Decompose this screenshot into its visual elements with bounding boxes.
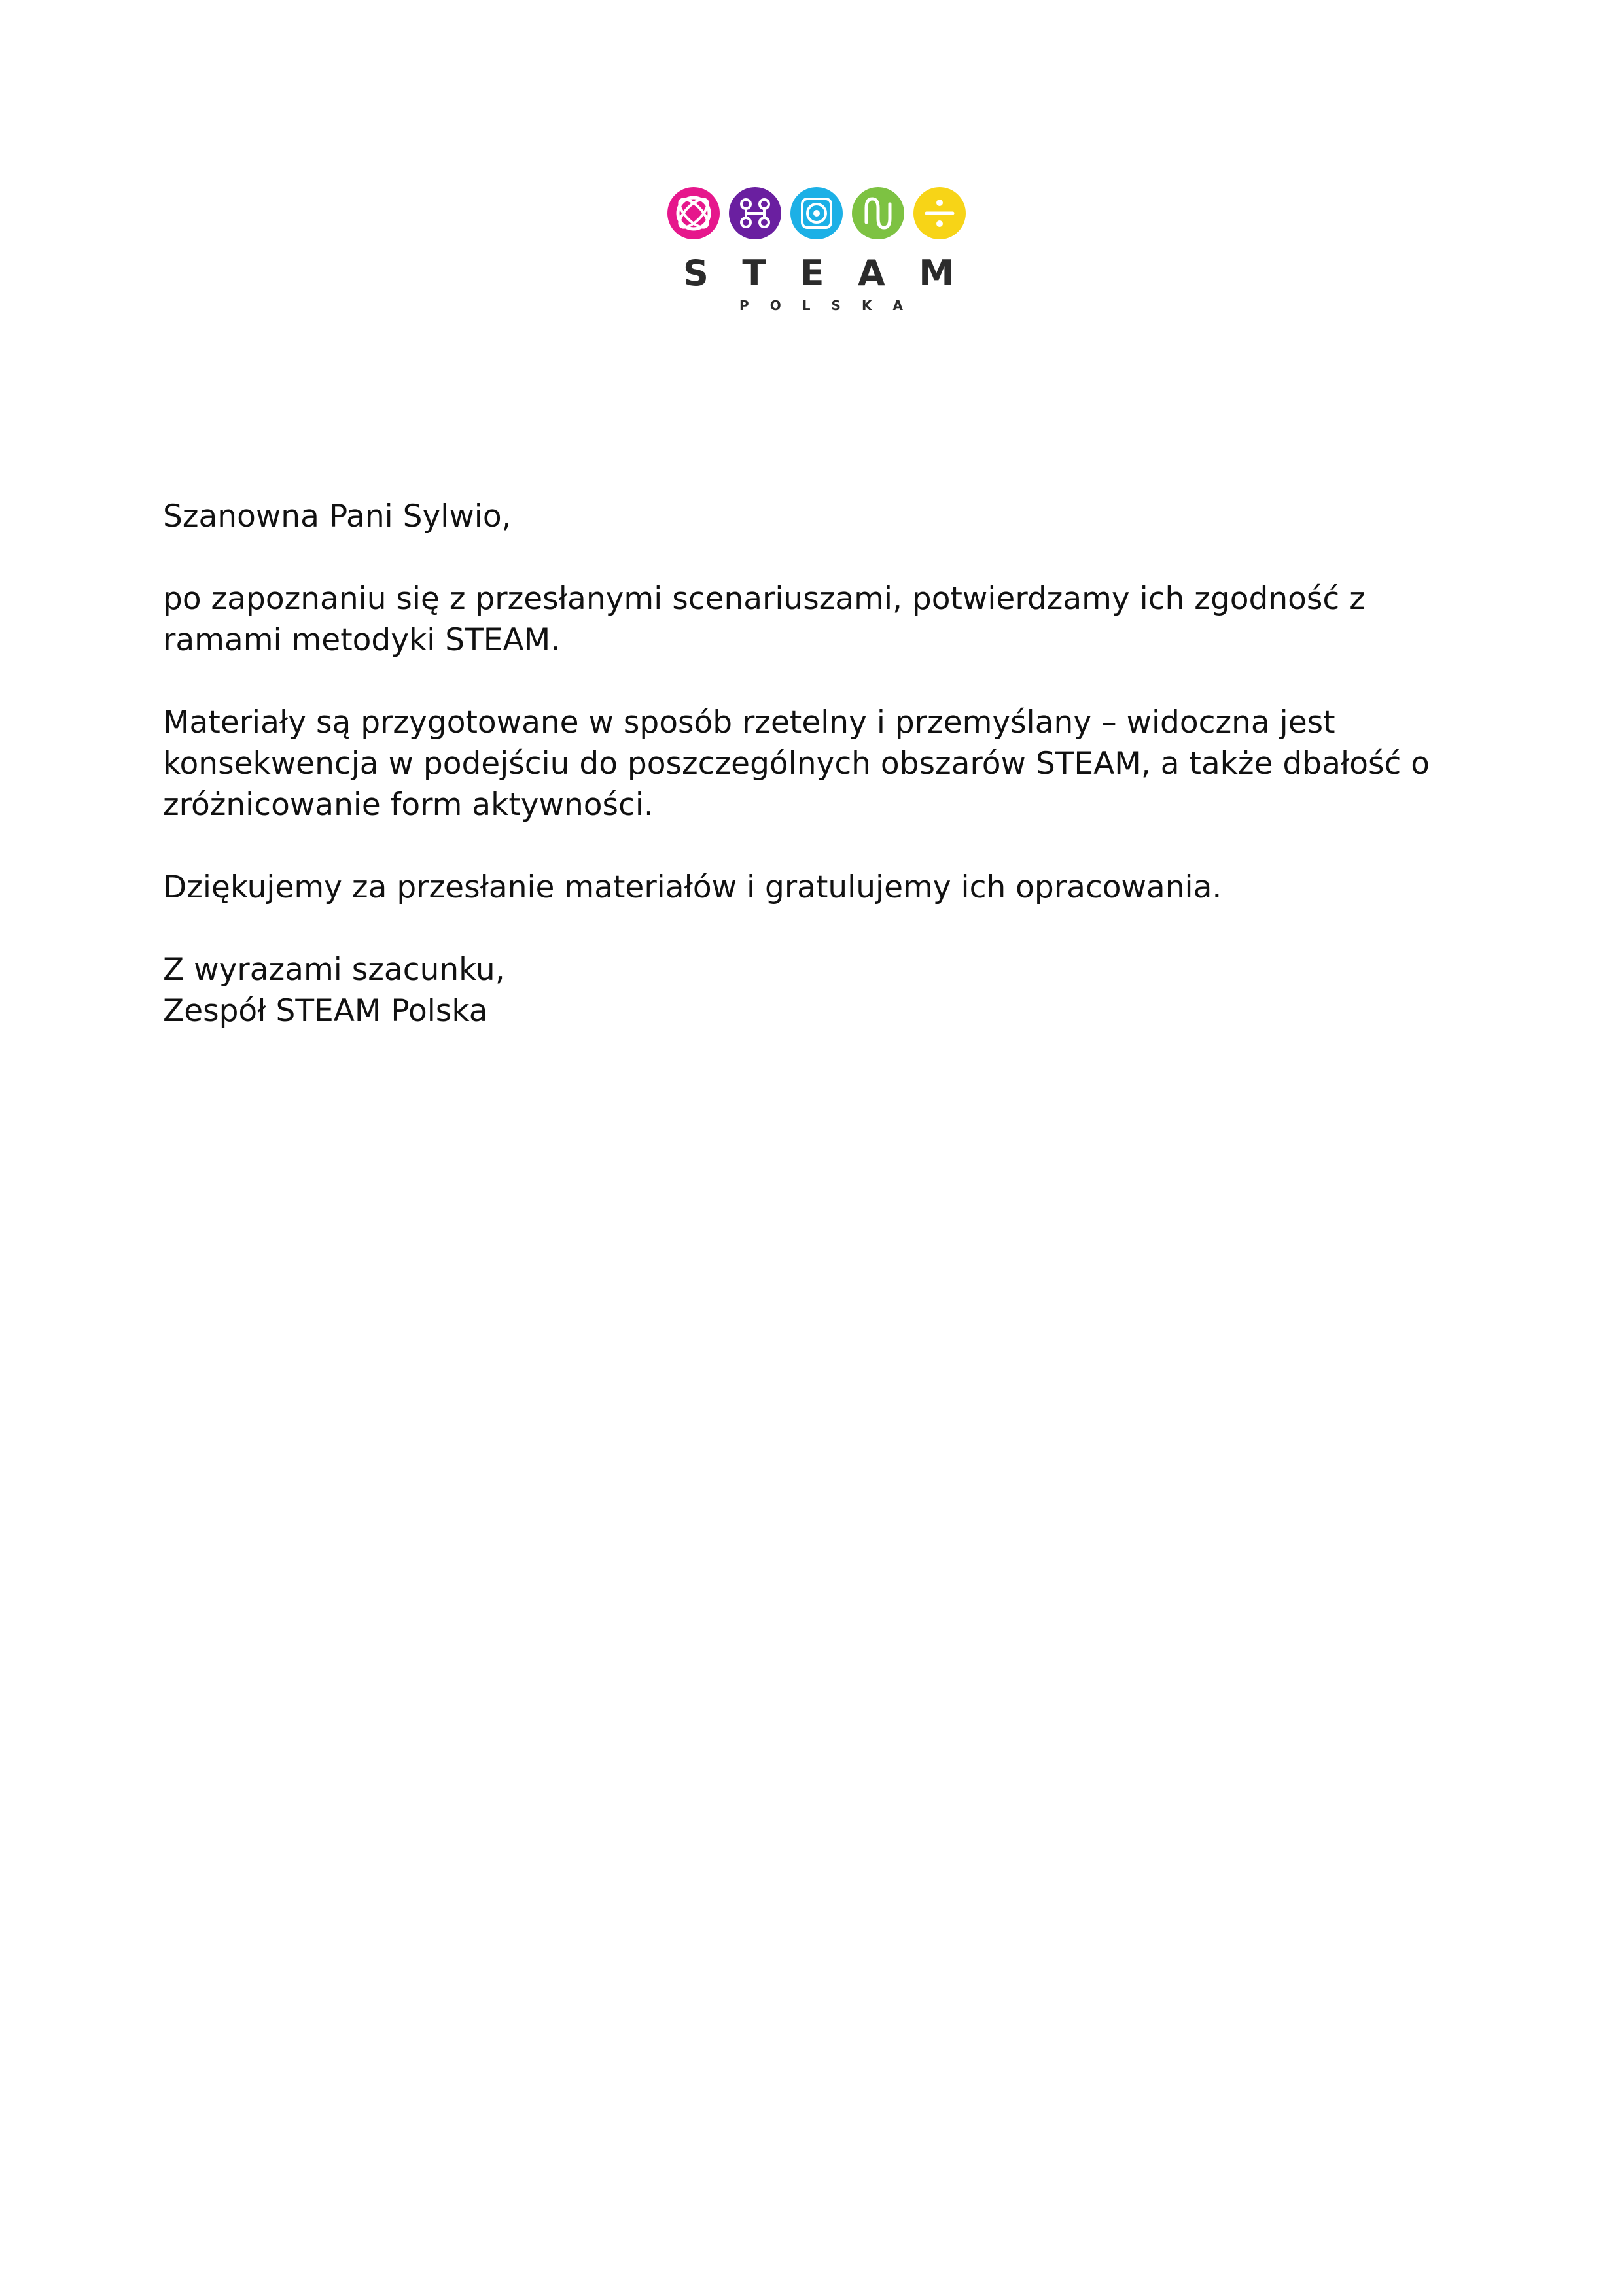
letter-sign-off: [163, 949, 1472, 1032]
logo-subtitle-letter: K: [861, 298, 872, 313]
logo-letter: S: [683, 252, 709, 294]
molecule-icon: [729, 187, 781, 239]
letter-paragraph-2: [163, 702, 1472, 826]
logo-subtitle-letter: A: [892, 298, 903, 313]
paragraph-line: konsekwencja w podejściu do poszczególnych obszarów STEAM, a także dbałość o: [163, 746, 1430, 782]
paragraph-line: Materiały są przygotowane w sposób rzetelny i przemyślany – widoczna jest: [163, 704, 1335, 740]
logo-wordmark: [666, 254, 968, 293]
letter-body: [163, 496, 1472, 1073]
divide-icon: [913, 187, 966, 239]
letter-greeting: Szanowna Pani Sylwio,: [163, 498, 512, 534]
logo-letter: E: [800, 252, 824, 294]
letter-signature: Zespół STEAM Polska: [163, 993, 488, 1029]
logo-letter: A: [858, 252, 885, 294]
logo-subtitle-letter: S: [831, 298, 841, 313]
paragraph-line: zróżnicowanie form aktywności.: [163, 787, 654, 823]
logo-icons: [666, 186, 968, 241]
logo-subtitle-letter: O: [769, 298, 781, 313]
wave-icon: [852, 187, 904, 239]
atom-icon: [667, 187, 720, 239]
steam-polska-logo: [666, 186, 968, 314]
gear-icon: [790, 187, 843, 239]
letter-closing: Z wyrazami szacunku,: [163, 952, 505, 988]
logo-subtitle-letter: P: [739, 298, 749, 313]
logo-subtitle: [739, 297, 903, 314]
paragraph-line: ramami metodyki STEAM.: [163, 622, 561, 658]
letter-paragraph-1: [163, 578, 1472, 661]
logo-letter: M: [919, 252, 954, 294]
letter-paragraph-3: Dziękujemy za przesłanie materiałów i gratulujemy ich opracowania.: [163, 869, 1222, 905]
logo-subtitle-letter: L: [802, 298, 811, 313]
logo-letter: T: [742, 252, 767, 294]
paragraph-line: po zapoznaniu się z przesłanymi scenariuszami, potwierdzamy ich zgodność z: [163, 581, 1366, 617]
